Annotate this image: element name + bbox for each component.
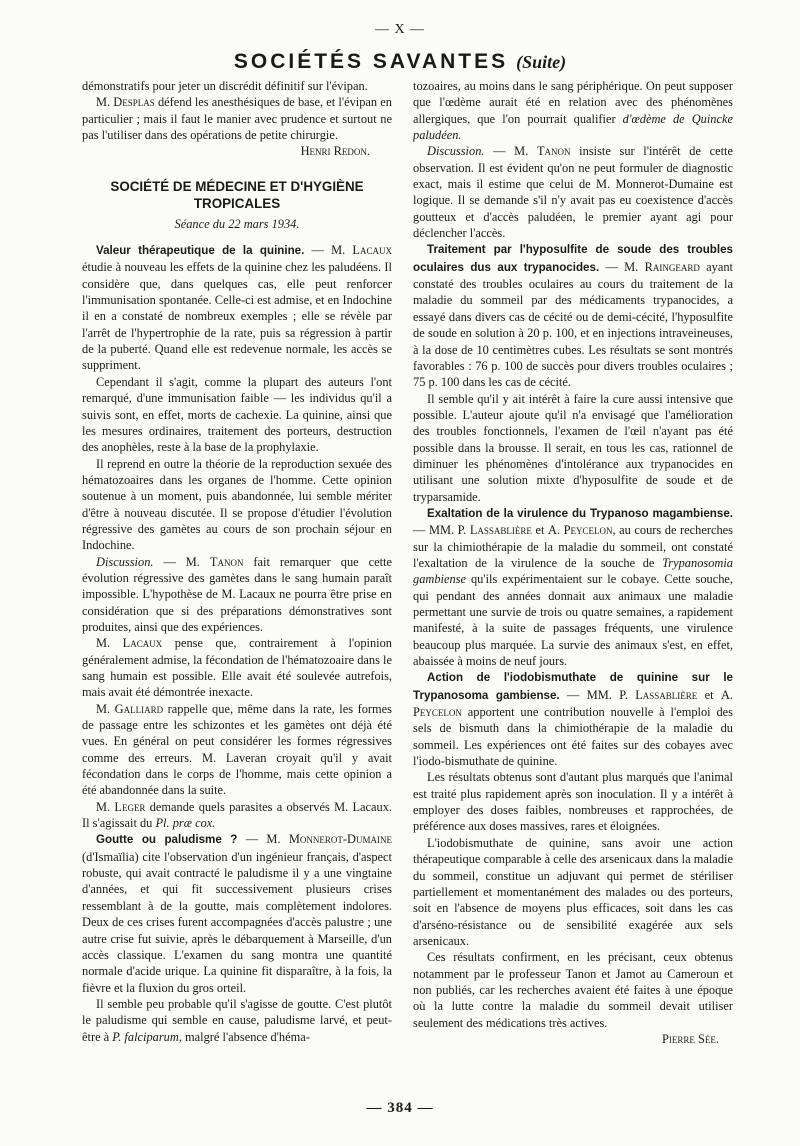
paragraph: [413, 78, 733, 143]
author-name: M. Leger: [96, 799, 146, 814]
species-name: P. falciparum: [112, 1029, 179, 1044]
title-main: SOCIÉTÉS SAVANTES: [233, 50, 509, 73]
paper-title: Exaltation de la virulence du Trypanoso magambiense.: [427, 506, 733, 520]
author-name: P. Lassablière: [457, 523, 532, 538]
dash: — M.: [237, 832, 289, 847]
paragraph: [413, 241, 733, 390]
dash: — M.: [599, 259, 645, 274]
author-name: Raingeard: [644, 259, 700, 274]
dash: — M.: [304, 243, 353, 258]
author-name: M. Desplas: [96, 95, 155, 110]
author-name: Tanon: [209, 554, 244, 569]
paragraph: [82, 635, 392, 700]
paragraph: [82, 701, 392, 799]
paragraph: [82, 831, 392, 995]
seance-date: Séance du 22 mars 1934.: [174, 216, 300, 231]
right-column: [413, 78, 733, 1047]
author-name: M. Galliard: [96, 701, 164, 716]
paragraph: Il semble qu'il y ait intérêt à faire la cure aussi intensive que possible. L'auteur ajoute qu'il n'a envisagé que l'amélioration des troubles fonctionnels, l'examen de l'œil n'ayant pas été possible dans la brousse. Il serait, en tous les cas, rationnel de diminuer les phénomènes d'intolérance aux trypanocides en utilisant une solution mixte d'hyposulfite de soude et de tryparsamide.: [413, 391, 733, 504]
paragraph: Ces résultats confirment, en les précisant, ceux obtenus notamment par le professeur Tanon et Jamot au Cameroun et non publiés, car les recherches avaient été faites à une époque où la lutte contre la maladie du sommeil devait utiliser seulement des médications très actives.: [413, 950, 733, 1030]
paragraph-text: apportent une contribution nouvelle à l'emploi des sels de bismuth dans la chimiothérapie de la maladie du sommeil. Les expériences ont été faites sur des cobayes avec l'iodo-bismuthate de quinine.: [413, 705, 733, 769]
author-name: Tanon: [536, 144, 571, 159]
paragraph: [413, 143, 733, 241]
paper-title: Traitement par l'hyposulfite de soude des troubles oculaires dus aux trypanocides.: [413, 243, 733, 274]
paragraph: Cependant il s'agit, comme la plupart des auteurs l'ont remarqué, d'une immunisation faible — les individus qu'il a suivis sont, en effet, morts de cachexie. La quinine, ainsi que les mesures ordinaires, traitement des porteurs, destruction des anophèles, reste à la base de la prophylaxie.: [82, 374, 392, 455]
paragraph: [82, 94, 392, 143]
paragraph-text: étudie à nouveau les effets de la quinine chez les paludéens. Il considère que, dans quelques cas, elle peut renforcer l'immunisation spontanée. Celle-ci est admise, et en Indochine il en a constaté de nombreux exemples ; elle se révèle par l'arrêt de l'hypertrophie de la rate, puis sa régression à partir de la puberté. Quand elle est redevenue normale, les accès se suppriment.: [82, 260, 392, 373]
dash: — M.: [484, 144, 537, 159]
paragraph-text: tozoaires, au moins dans le sang périphérique. On peut supposer que l'œdème aurait été en relation avec des phénomènes allergiques, que l'on pourrait qualifier: [413, 79, 733, 126]
conjunction: et: [697, 687, 721, 702]
paper-title: Goutte ou paludisme ?: [96, 833, 238, 847]
author-name: A. Peycelon: [413, 687, 733, 720]
author-name: P. Lassablière: [619, 687, 698, 702]
page-roman-numeral: — X —: [374, 22, 426, 37]
paragraph-text: ayant constaté des troubles oculaires au cours du traitement de la maladie du sommeil par des médicaments trypanocides, a essayé dans divers cas de cécité ou de demi-cécité, l'hyposulfite de soude en solution à 20 p. 100, et en injections intraveineuses, à la dose de 10 centimètres cubes. Les résultats se sont montrés favorables : 76 p. 100 de succès pour divers troubles oculaires ; 75 p. 100 dans les cas de cécité.: [413, 259, 733, 390]
page-number: — 384 —: [366, 1100, 434, 1116]
species-name: Pl. præ cox.: [155, 816, 216, 831]
species-name: Trypanosomia gambiense: [413, 555, 733, 587]
conjunction: et: [531, 523, 548, 538]
paragraph-text: qu'ils expérimentaient sur le cobaye. Cette souche, qui pendant des années donnait aux animaux une maladie permettant une survie de trois ou quatre semaines, a rapidement manifesté, à la suite de passages fréquents, une virulence beaucoup plus marquée. La survie des animaux s'est, en effet, abaissée à moins de neuf jours.: [413, 572, 733, 669]
paragraph-text: , malgré l'absence d'héma-: [178, 1029, 310, 1044]
paragraph-text: rappelle que, même dans la rate, les formes de passage entre les schizontes et les gamètes ont déjà été vues. En général on peut considérer les formes régressives comme des erreurs. M. Laveran croyait qu'il y avait fécondation dans le corps de l'homme, mais cette opinion a été abandonnée dans la suite.: [82, 701, 393, 798]
italic-term: d'œdème de Quincke paludéen.: [413, 111, 733, 143]
paragraph: L'iodobismuthate de quinine, sans avoir une action thérapeutique comparable à celle des arsenicaux dans la maladie du sommeil, constitue un adjuvant qui permet de stériliser partiellement et momentanément des malades ou des porteurs, soit en l'absence de moyens plus efficaces, soit dans les cas d'arséno-résistance ou de sensibilité exagérée aux sels arsenicaux.: [413, 835, 733, 948]
section-title: SOCIÉTÉ DE MÉDECINE ET D'HYGIÈNE TROPICALES: [110, 178, 364, 211]
signature: Henri Redon.: [300, 144, 370, 159]
page-title: [0, 50, 800, 74]
dash: — MM.: [559, 687, 620, 702]
paragraph-text: pense que, contrairement à l'opinion généralement admise, la fécondation de l'hématozoaire dans le sang humain est possible. Elle avait été soulevée autrefois, mais avait été démontrée inexacte.: [82, 636, 392, 700]
paragraph: Il reprend en outre la théorie de la reproduction sexuée des hématozoaires dans les organes de l'homme. Cette opinion soutenue à un moment, puis abandonnée, lui semble mériter d'être à nouveau discutée. Il se propose d'étudier l'évolution régressive des gamètes au cours de son prochain séjour en Indochine.: [82, 456, 392, 553]
paragraph: Les résultats obtenus sont d'autant plus marqués que l'animal est traité plus rapidement après son inoculation. Il y a intérêt à employer des doses faibles, nombreuses et rapprochées, de préférence aux doses massives, rares et éloignées.: [413, 770, 733, 834]
author-name: Lacaux: [352, 243, 392, 258]
paragraph-text: fait remarquer que cette évolution régressive des gamètes dans le sang humain paraît impossible. L'hypothèse de M. Lacaux ne pourra être prise en considération que si des préparations démonstratives sont produites, ainsi que des expériences.: [82, 554, 392, 634]
paragraph-text: insiste sur l'intérêt de cette observation. Il est évident qu'on ne peut formuler de diagnostic exact, mais il estime que celui de M. Monnerot-Dumaine est logique. Il se demande s'il n'y avait pas eu coexistence d'accès goutteux et d'accès paludéen, le premier ayant agi pour déclencher l'accès.: [413, 144, 733, 241]
dash: — M.: [153, 554, 210, 569]
paragraph: [82, 996, 392, 1045]
paragraph: [413, 669, 733, 769]
signature: Pierre Sée.: [662, 1031, 719, 1046]
author-name: A. Peycelon: [547, 523, 613, 538]
author-name: Monnerot-Dumaine: [288, 832, 392, 847]
paragraph: [82, 554, 392, 636]
discussion-label: Discussion.: [96, 554, 154, 569]
paragraph: démonstratifs pour jeter un discrédit définitif sur l'évipan.: [82, 79, 368, 93]
author-name: M. Lacaux: [96, 636, 163, 651]
paragraph-text: défend les anesthésiques de base, et l'évipan en particulier ; mais il faut le manier avec prudence et surtout ne pas l'utiliser dans des opérations de petite chirurgie.: [82, 95, 392, 143]
paper-title: Action de l'iodobismuthate de quinine sur le Trypanosoma gambiense.: [413, 671, 733, 702]
title-suffix: (Suite): [516, 52, 567, 72]
dash: — MM.: [413, 523, 458, 538]
paragraph: [82, 242, 392, 374]
paragraph: [413, 505, 733, 669]
paragraph-text: demande quels parasites a observés M. Lacaux. Il s'agissait du: [82, 799, 393, 831]
paragraph-text: , au cours de recherches sur la chimiothérapie de la maladie du sommeil, ont constaté l'exaltation de la virulence de la souche de: [413, 523, 733, 570]
discussion-label: Discussion.: [427, 144, 485, 159]
paragraph-text: Il semble peu probable qu'il s'agisse de goutte. C'est plutôt le paludisme qui semble en cause, paludisme larvé, et peut-être à: [82, 996, 392, 1044]
paper-title: Valeur thérapeutique de la quinine.: [96, 244, 305, 258]
paragraph-text: (d'Ismaïlia) cite l'observation d'un ingénieur français, d'aspect robuste, qui avait contracté le paludisme il y a une vingtaine d'années, et qui fit successivement plusieurs crises ressemblant à de la goutte, mais complètement indolores. Deux de ces crises furent accompagnées d'accès palustre ; une autre crise fut suivie, après le débarquement à Marseille, d'un accès classique. L'examen du sang montra une quantité normale d'acide urique. La quinine fit disparaître, à la fois, la fièvre et la fluxion du gros orteil.: [82, 849, 392, 995]
left-column: [82, 78, 392, 1045]
paragraph: [82, 799, 392, 832]
